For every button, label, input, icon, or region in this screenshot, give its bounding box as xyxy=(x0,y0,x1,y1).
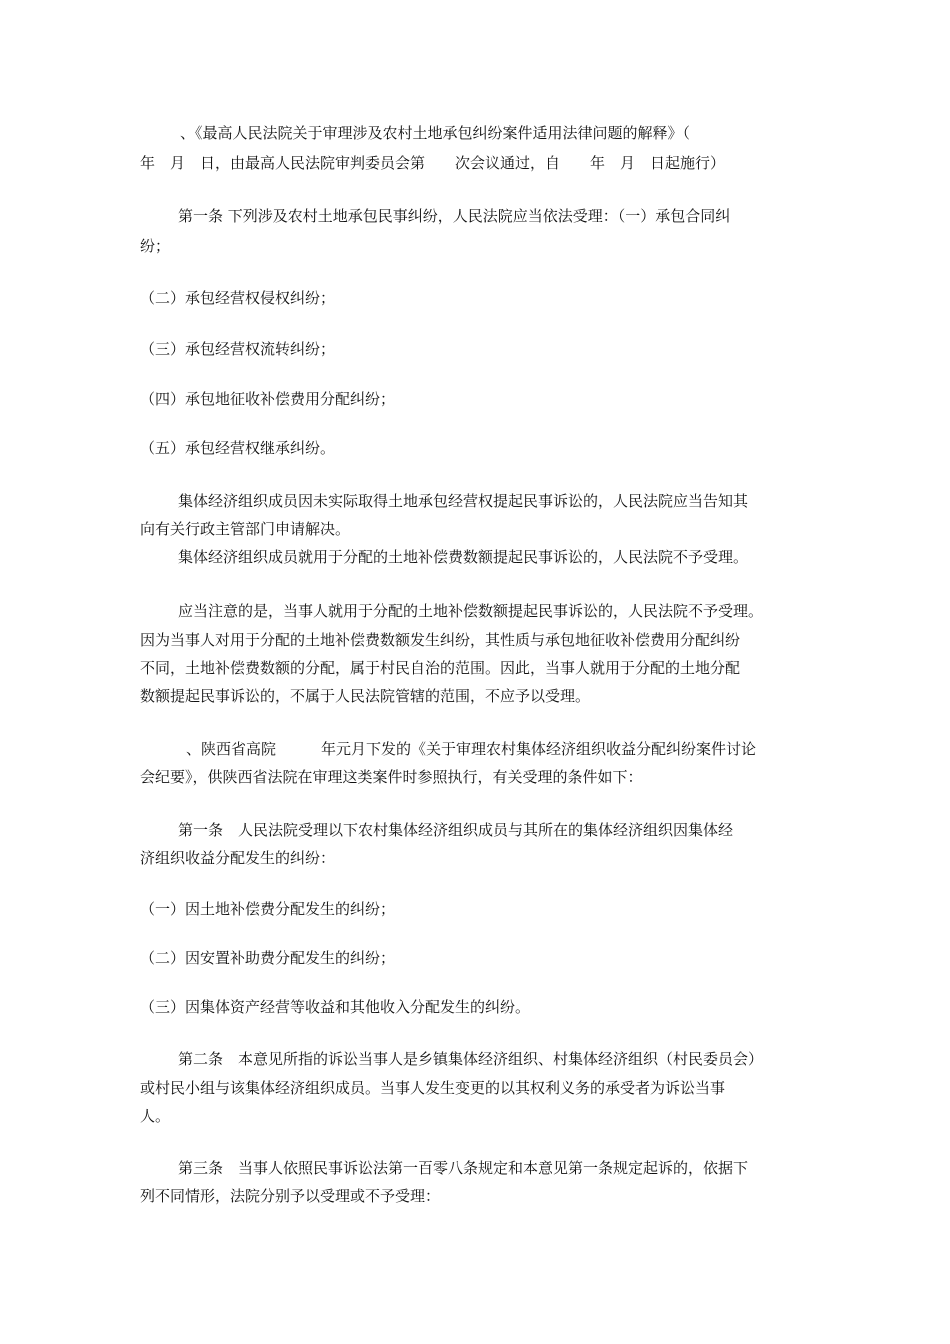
list-item: （二）因安置补助费分配发生的纠纷； xyxy=(140,949,396,967)
paragraph-line: 、《最高人民法院关于审理涉及农村土地承包纠纷案件适用法律问题的解释》（ xyxy=(180,124,691,142)
paragraph-line: 不同，土地补偿费数额的分配，属于村民自治的范围。因此，当事人就用于分配的土地分配 xyxy=(140,659,741,677)
list-item: （二）承包经营权侵权纠纷； xyxy=(140,289,336,307)
list-item: （五）承包经营权继承纠纷。 xyxy=(140,439,336,457)
paragraph-line: 第三条 当事人依照民事诉讼法第一百零八条规定和本意见第一条规定起诉的，依据下 xyxy=(178,1159,749,1177)
list-item: （三）承包经营权流转纠纷； xyxy=(140,340,336,358)
list-item: （一）因土地补偿费分配发生的纠纷； xyxy=(140,900,396,918)
paragraph-line: 第二条 本意见所指的诉讼当事人是乡镇集体经济组织、村集体经济组织（村民委员会） xyxy=(178,1050,764,1068)
list-item: （四）承包地征收补偿费用分配纠纷； xyxy=(140,390,396,408)
paragraph-line: 纷； xyxy=(140,237,171,255)
paragraph-line: 集体经济组织成员就用于分配的土地补偿费数额提起民事诉讼的，人民法院不予受理。 xyxy=(178,548,749,566)
paragraph-line: 第一条 下列涉及农村土地承包民事纠纷，人民法院应当依法受理：（一）承包合同纠 xyxy=(178,207,731,225)
paragraph-line: 会纪要》，供陕西省法院在审理这类案件时参照执行，有关受理的条件如下： xyxy=(140,768,643,786)
paragraph-line: 人。 xyxy=(140,1107,171,1125)
paragraph-line: 数额提起民事诉讼的，不属于人民法院管辖的范围，不应予以受理。 xyxy=(140,687,591,705)
list-item: （三）因集体资产经营等收益和其他收入分配发生的纠纷。 xyxy=(140,998,531,1016)
paragraph-line: 第一条 人民法院受理以下农村集体经济组织成员与其所在的集体经济组织因集体经 xyxy=(178,821,734,839)
paragraph-line: 因为当事人对用于分配的土地补偿费数额发生纠纷，其性质与承包地征收补偿费用分配纠纷 xyxy=(140,631,741,649)
paragraph-line: 向有关行政主管部门申请解决。 xyxy=(140,520,351,538)
paragraph-line: 列不同情形，法院分别予以受理或不予受理： xyxy=(140,1187,441,1205)
paragraph-line: 或村民小组与该集体经济组织成员。当事人发生变更的以其权利义务的承受者为诉讼当事 xyxy=(140,1079,726,1097)
paragraph-line: 年 月 日，由最高人民法院审判委员会第 次会议通过，自 年 月 日起施行） xyxy=(140,154,726,172)
paragraph-line: 集体经济组织成员因未实际取得土地承包经营权提起民事诉讼的，人民法院应当告知其 xyxy=(178,492,749,510)
paragraph-line: 、陕西省高院 年元月下发的《关于审理农村集体经济组织收益分配纠纷案件讨论 xyxy=(186,740,757,758)
paragraph-line: 济组织收益分配发生的纠纷： xyxy=(140,849,336,867)
paragraph-line: 应当注意的是，当事人就用于分配的土地补偿数额提起民事诉讼的，人民法院不予受理。 xyxy=(178,602,764,620)
